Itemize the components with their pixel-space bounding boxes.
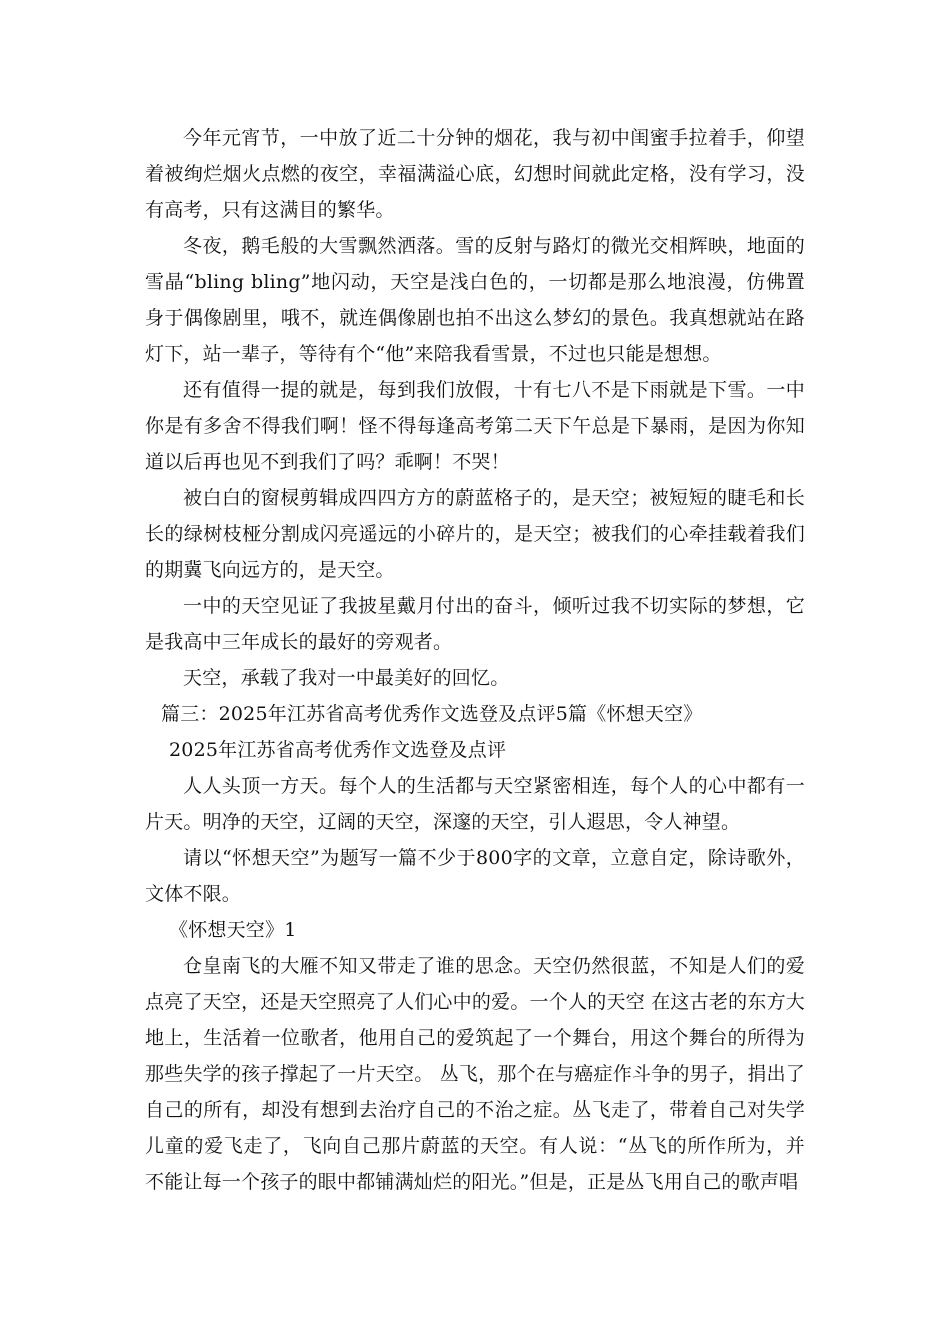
paragraph-sky-memory: 天空，承载了我对一中最美好的回忆。 [183, 667, 510, 689]
section-subtitle: 2025年江苏省高考优秀作文选登及点评 [169, 739, 507, 761]
essay-title: 《怀想天空》1 [169, 919, 297, 941]
paragraph-sky-description: 被白白的窗棂剪辑成四四方方的蔚蓝格子的，是天空；被短短的睫毛和长长的绿树枝桠分割成闪亮遥远的小碎片的，是天空；被我们的心牵挂载着我们的期冀飞向远方的，是天空。 [145, 487, 805, 581]
essay-paragraph: 仓皇南飞的大雁不知又带走了谁的思念。天空仍然很蓝，不知是人们的爱点亮了天空，还是天空照亮了人们心中的爱。一个人的天空 在这古老的东方大地上，生活着一位歌者，他用自己的爱筑起了一个舞台，用这个舞台的所得为那些失学的孩子撑起了一片天空。 丛飞，那个在与癌症作斗争的男子，捐出了自己的所有，却没有想到去治疗自己的不治之症。丛飞走了，带着自己对失学儿童的爱飞走了，飞向自己那片蔚蓝的天空。有人说：“丛飞的所作所为，并不能让每一个孩子的眼中都铺满灿烂的阳光。”但是，正是丛飞用自己的歌声唱 [145, 955, 805, 1193]
paragraph-lantern-festival: 今年元宵节，一中放了近二十分钟的烟花，我与初中闺蜜手拉着手，仰望着被绚烂烟火点燃的夜空，幸福满溢心底，幻想时间就此定格，没有学习，没有高考，只有这满目的繁华。 [145, 127, 805, 221]
document-body [145, 120, 805, 1200]
prompt-paragraph: 人人头顶一方天。每个人的生活都与天空紧密相连，每个人的心中都有一片天。明净的天空，辽阔的天空，深邃的天空，引人遐思，令人神望。 [145, 775, 805, 833]
prompt-instruction: 请以“怀想天空”为题写一篇不少于800字的文章，立意自定，除诗歌外，文体不限。 [145, 847, 805, 905]
paragraph-holiday-weather: 还有值得一提的就是，每到我们放假，十有七八不是下雨就是下雪。一中你是有多舍不得我们啊！怪不得每逢高考第二天下午总是下暴雨，是因为你知道以后再也见不到我们了吗？乖啊！不哭！ [145, 379, 805, 473]
paragraph-winter-night: 冬夜，鹅毛般的大雪飘然洒落。雪的反射与路灯的微光交相辉映，地面的雪晶“bling bling”地闪动，天空是浅白色的，一切都是那么地浪漫，仿佛置身于偶像剧里，哦不，就连偶像剧也拍不出这么梦幻的景色。我真想就站在路灯下，站一辈子，等待有个“他”来陪我看雪景，不过也只能是想想。 [145, 235, 805, 365]
paragraph-sky-witness: 一中的天空见证了我披星戴月付出的奋斗，倾听过我不切实际的梦想，它是我高中三年成长的最好的旁观者。 [145, 595, 805, 653]
section-title: 篇三：2025年江苏省高考优秀作文选登及点评5篇《怀想天空》 [161, 703, 703, 725]
